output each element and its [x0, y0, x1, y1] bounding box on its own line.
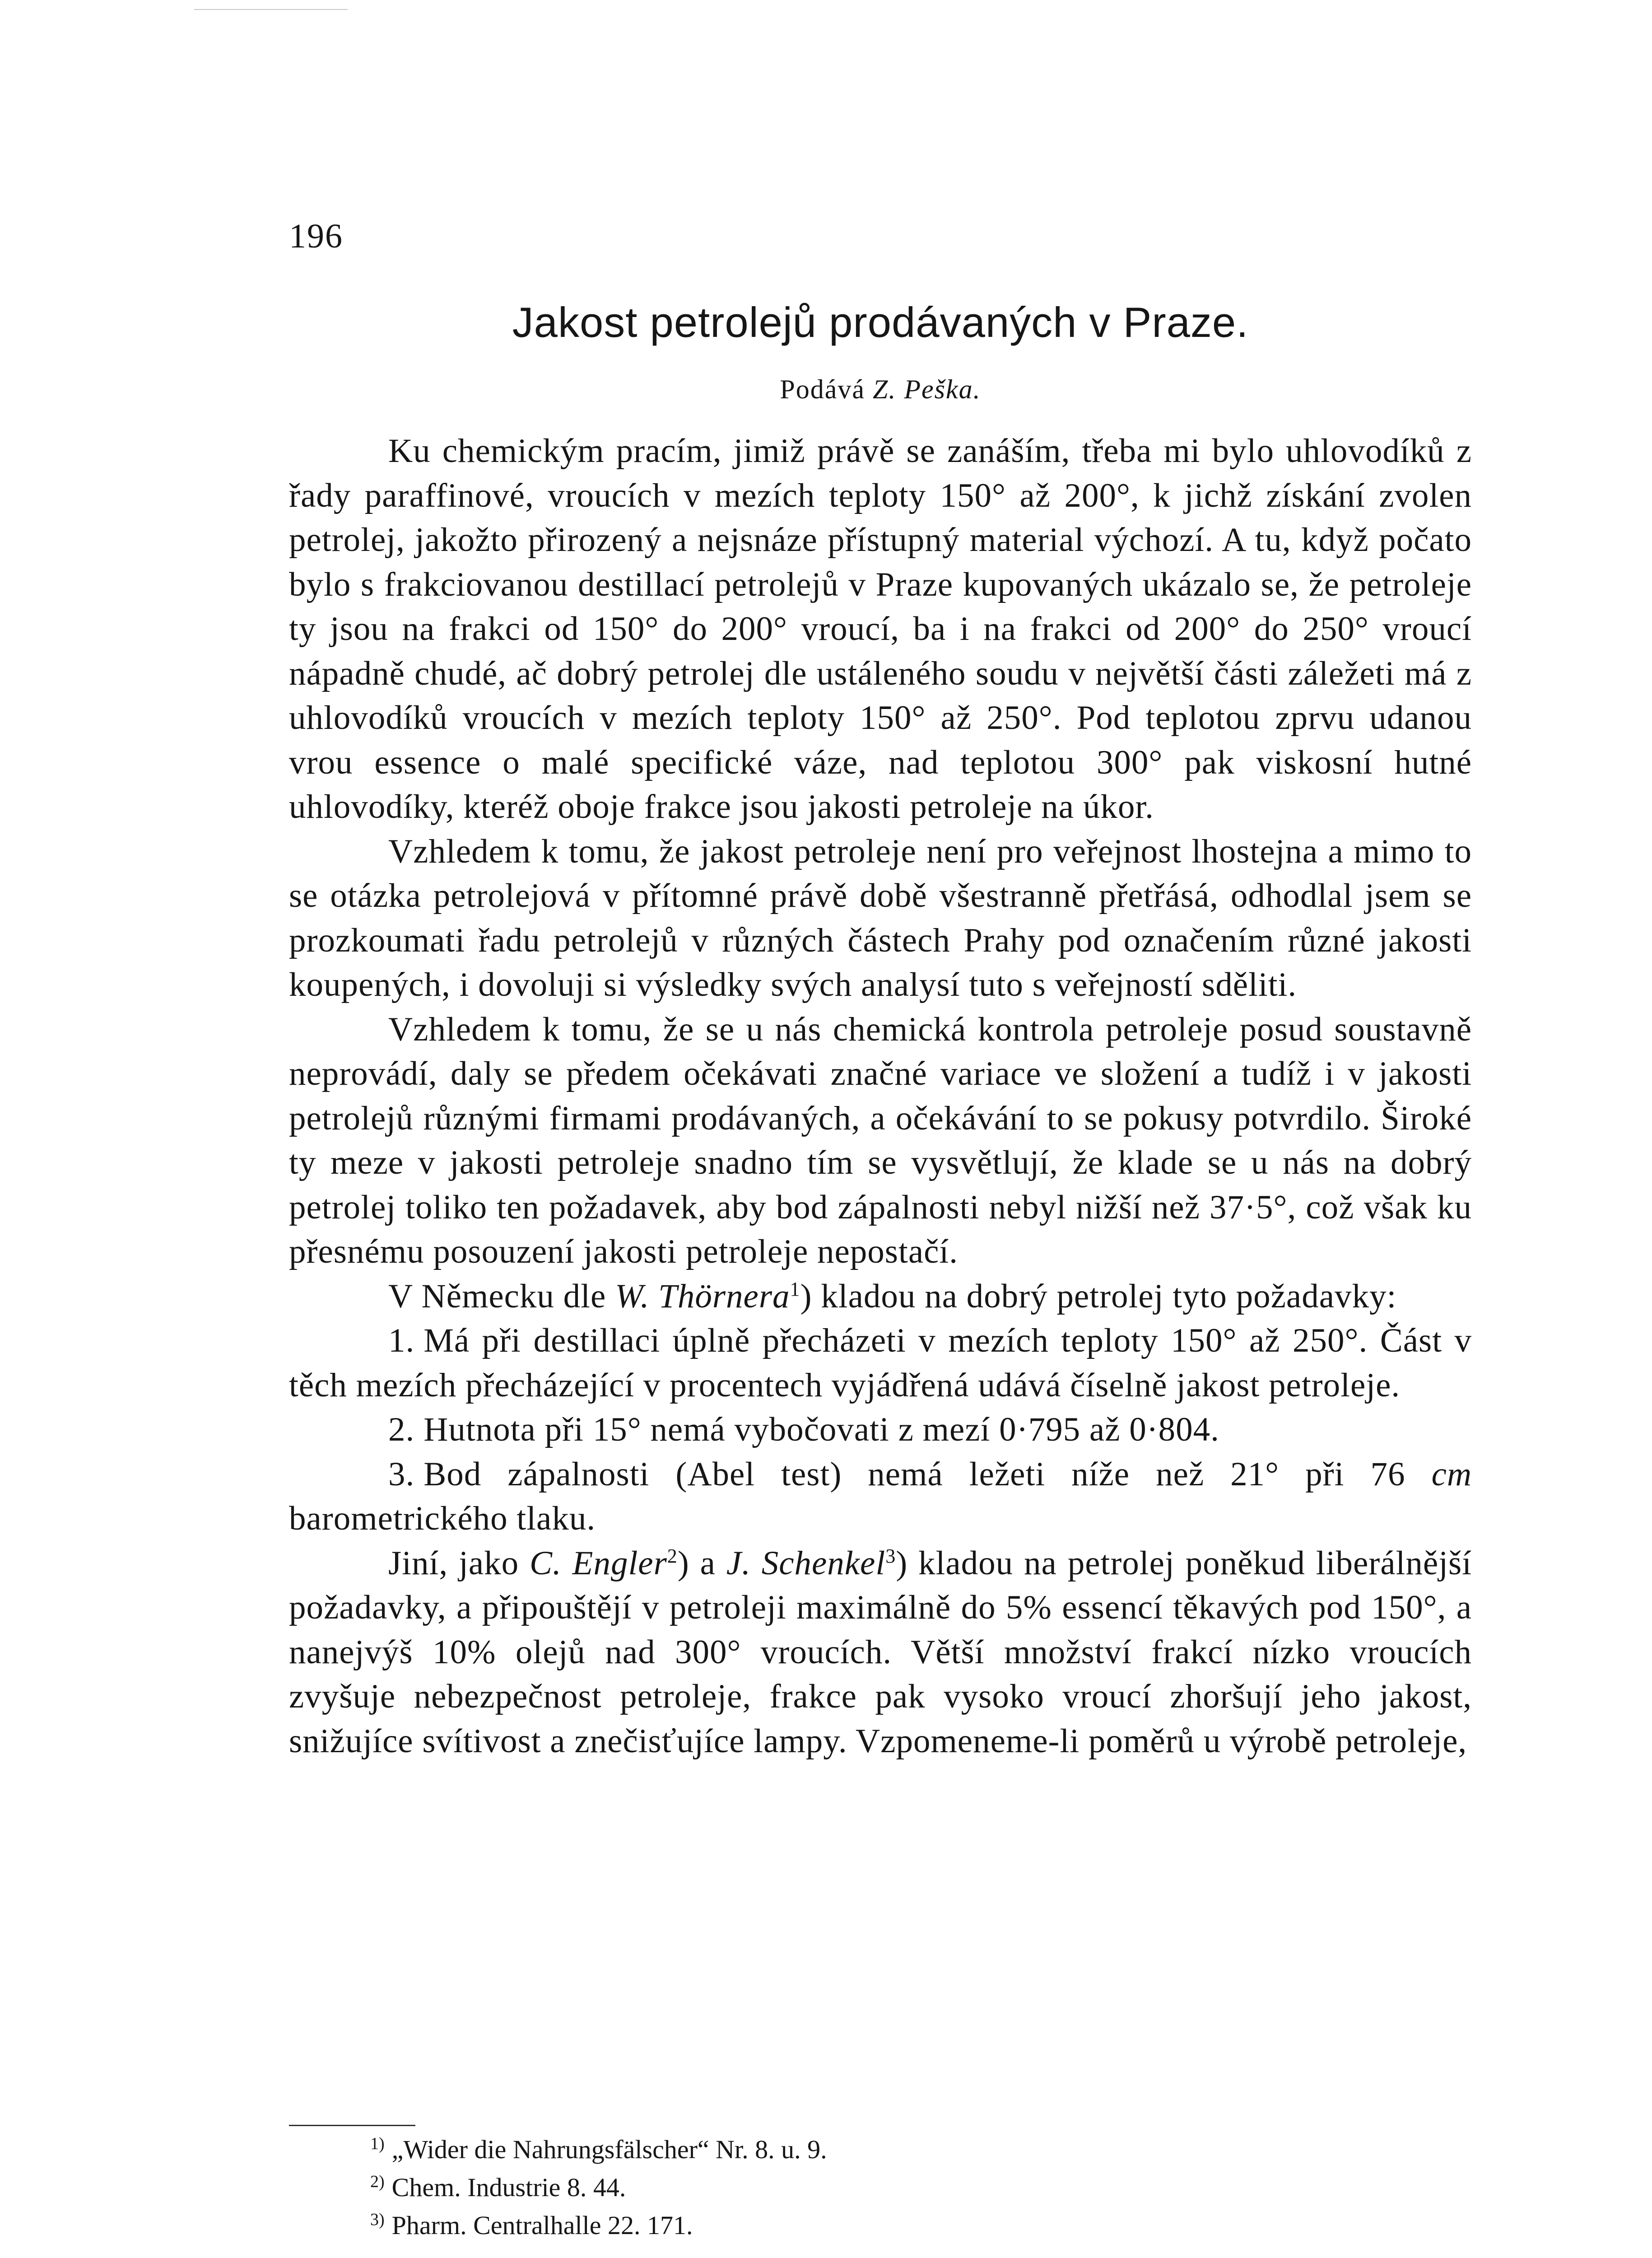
footnote [370, 2169, 1363, 2207]
list-item [289, 1319, 1472, 1408]
p5-footnote-ref-2: 2 [667, 1544, 678, 1567]
footnote-text: Chem. Industrie 8. 44. [391, 2173, 626, 2202]
paragraph-2: Vzhledem k tomu, že jakost petroleje není pro veřejnost lhostejna a mimo to se otázka petrolejová v přítomné právě době všestranně přetřásá, odhodlal jsem se prozkoumati řadu petrolejů v různých částech Prahy pod označením různé jakosti koupených, i dovoluji si výsledky svých analysí tuto s veřejností sděliti. [289, 832, 1472, 1003]
footnote-text: Pharm. Centralhalle 22. 171. [391, 2211, 693, 2240]
requirements-list [289, 1319, 1472, 1541]
p4-author: W. Thörnera [615, 1277, 790, 1315]
footnote-divider [289, 2125, 415, 2126]
list-item [289, 1452, 1472, 1541]
item-text: Bod zápalnosti (Abel test) nemá ležeti níže než 21° při 76 [423, 1455, 1405, 1493]
article-title: Jakost petrolejů prodávaných v Praze. [512, 299, 1249, 346]
p5-end: ) kladou na petrolej poněkud liberálnější požadavky, a připouštějí v petroleji maximálně do 5% essencí těkavých pod 150°, a nanejvýš 10% olejů nad 300° vroucích. Větší množství frakcí nízko vroucích zvyšuje nebezpečnost petroleje, frakce pak vysoko vroucí zhoršují jeho jakost, snižujíce svítivost a znečisťujíce lampy. Vzpomeneme-li poměrů u výrobě petroleje, [289, 1544, 1472, 1760]
footnote [370, 2207, 1363, 2244]
footnotes [370, 2131, 1363, 2244]
paragraph-5 [289, 1541, 1472, 1764]
page-number: 196 [289, 217, 343, 255]
article-body [289, 429, 1472, 1763]
item-unit: cm [1431, 1455, 1472, 1493]
item-text: Hutnota při 15° nemá vybočovati z mezí 0·795 až 0·804. [423, 1411, 1219, 1448]
p4-footnote-ref: 1 [790, 1278, 800, 1300]
item-number: 1. [388, 1322, 415, 1359]
footnote-mark: 3) [370, 2210, 385, 2229]
byline-prefix: Podává [780, 374, 865, 404]
p5-start: Jiní, jako [388, 1544, 519, 1582]
list-item [289, 1408, 1472, 1452]
footnote [370, 2131, 1363, 2169]
scan-edge-mark [194, 9, 348, 10]
p5-footnote-ref-3: 3 [885, 1544, 896, 1567]
paragraph-3: Vzhledem k tomu, že se u nás chemická kontrola petroleje posud soustavně neprovádí, daly se předem očekávati značné variace ve složení a tudíž i v jakosti petrolejů různými firmami prodávaných, a očekávání to se pokusy potvrdilo. Široké ty meze v jakosti petroleje snadno tím se vysvětlují, že klade se u nás na dobrý petrolej toliko ten požadavek, aby bod zápalnosti nebyl nižší než 37·5°, což však ku přesnému posouzení jakosti petroleje nepostačí. [289, 1010, 1472, 1270]
item-number: 2. [388, 1411, 415, 1448]
item-text-end: barometrického tlaku. [289, 1500, 596, 1537]
p5-author-schenkel: J. Schenkel [726, 1544, 886, 1582]
footnote-mark: 2) [370, 2172, 385, 2191]
p4-start: V Německu dle [388, 1277, 606, 1315]
footnote-mark: 1) [370, 2134, 385, 2153]
item-number: 3. [388, 1455, 415, 1493]
paragraph-4 [289, 1274, 1472, 1319]
byline [289, 374, 1472, 405]
footnote-text: „Wider die Nahrungsfälscher“ Nr. 8. u. 9. [391, 2135, 827, 2164]
paragraph-1: Ku chemickým pracím, jimiž právě se zanáším, třeba mi bylo uhlovodíků z řady paraffinové, vroucích v mezích teploty 150° až 200°, k jichž získání zvolen petrolej, jakožto přirozený a nejsnáze přístupný material výchozí. A tu, když počato bylo s frakciovanou destillací petrolejů v Praze kupovaných ukázalo se, že petroleje ty jsou na frakci od 150° do 200° vroucí, ba i na frakci od 200° do 250° vroucí nápadně chudé, ač dobrý petrolej dle ustáleného soudu v největší části záležeti má z uhlovodíků vroucích v mezích teploty 150° až 250°. Pod teplotou zprvu udanou vrou essence o malé specifické váze, nad teplotou 300° pak viskosní hutné uhlovodíky, kteréž oboje frakce jsou jakosti petroleje na úkor. [289, 432, 1472, 826]
p5-mid: ) a [677, 1544, 716, 1582]
byline-author: Z. Peška. [873, 374, 981, 404]
p4-end: ) kladou na dobrý petrolej tyto požadavky: [800, 1277, 1397, 1315]
item-text: Má při destillaci úplně přecházeti v mezích teploty 150° až 250°. Část v těch mezích přecházející v procentech vyjádřená udává číselně jakost petroleje. [289, 1322, 1472, 1404]
p5-author-engler: C. Engler [529, 1544, 667, 1582]
